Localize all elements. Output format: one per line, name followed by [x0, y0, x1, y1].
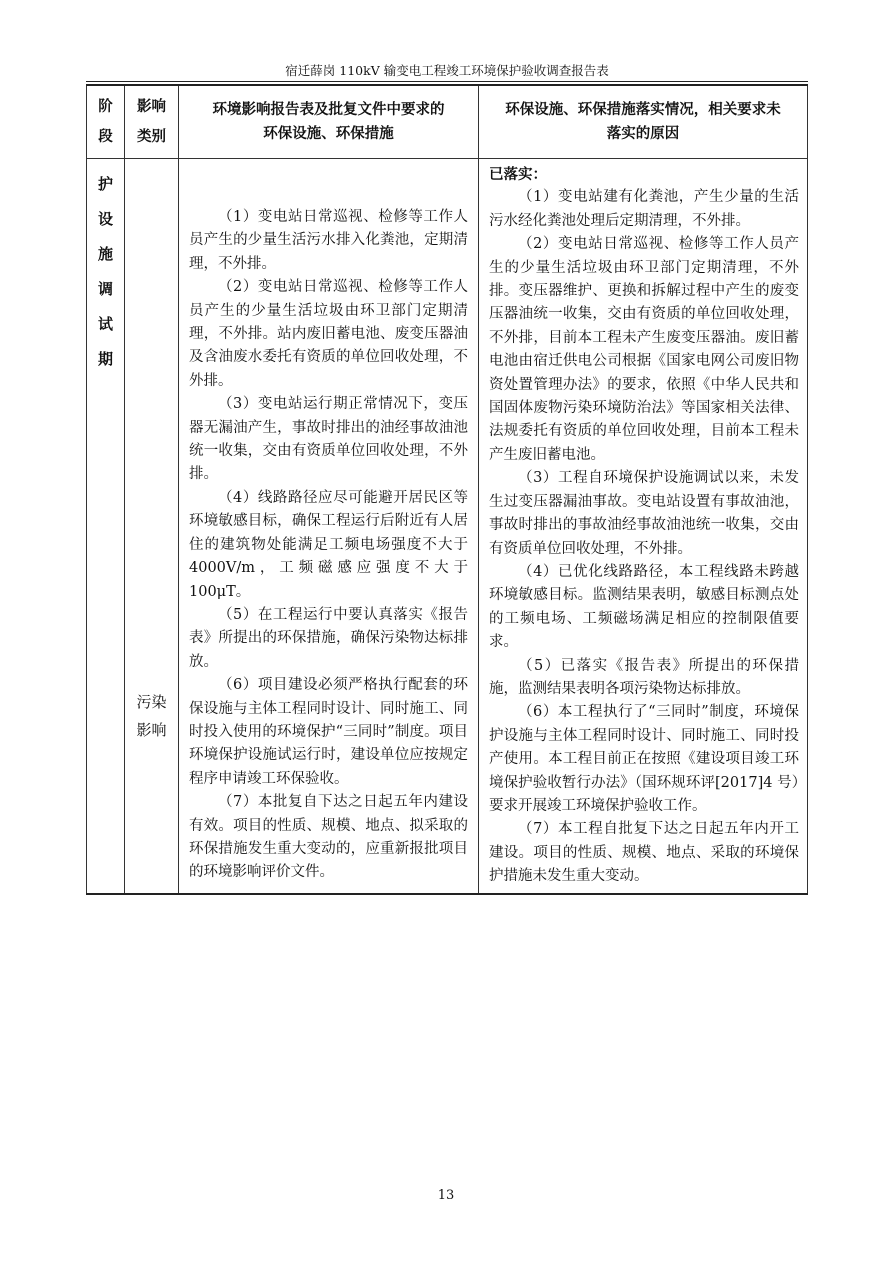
column-header-implementation-line: 环保设施、环保措施落实情况，相关要求未: [505, 101, 781, 118]
implementation-item: （5）已落实《报告表》所提出的环保措施，监测结果表明各项污染物达标排放。: [489, 657, 799, 697]
column-header-stage-line: 段: [98, 128, 113, 145]
document-header-title: 宿迁薛岗 110kV 输变电工程竣工环境保护验收调查报告表: [285, 63, 609, 78]
requirement-item: （3）变电站运行期正常情况下，变压器无漏油产生，事故时排出的油经事故油池统一收集，交由有资质单位回收处理，不外排。: [189, 396, 468, 483]
table-header-row: [87, 85, 808, 159]
implementation-item: （6）本工程执行了“三同时”制度，环境保护设施与主体工程同时设计、同时施工、同时投产使用。本工程目前正在按照《建设项目竣工环境保护验收暂行办法》（国环规环评[2017]4 号）要求开展竣工环境保护验收工作。: [489, 704, 799, 814]
impact-type-line: 影响: [136, 720, 167, 739]
stage-char: 施: [97, 245, 113, 263]
implementation-item: （2）变电站日常巡视、检修等工作人员产生的少量生活垃圾由环卫部门定期清理，不外排。变压器维护、更换和拆解过程中产生的废变压器油统一收集，交由有资质的单位回收处理，不外排，目前本工程未产生废变压器油。废旧蓄电池由宿迁供电公司根据《国家电网公司废旧物资处置管理办法》的要求，依照《中华人民共和国固体废物污染环境防治法》等国家相关法律、法规委托有资质的单位回收处理，目前本工程未产生废旧蓄电池。: [489, 236, 799, 463]
column-header-stage: [87, 85, 125, 159]
table-row: [87, 159, 808, 894]
stage-char: 设: [97, 210, 113, 228]
stage-char: 试: [97, 315, 113, 333]
header-rule: [86, 81, 808, 82]
column-header-implementation: [479, 85, 808, 159]
implemented-label: 已落实：: [489, 166, 547, 183]
requirement-item: （1）变电站日常巡视、检修等工作人员产生的少量生活污水排入化粪池，定期清理，不外排。: [189, 209, 468, 272]
requirement-item: （7）本批复自下达之日起五年内建设有效。项目的性质、规模、地点、拟采取的环保措施发生重大变动的，应重新报批项目的环境影响评价文件。: [189, 794, 468, 881]
requirement-item: （4）线路路径应尽可能避开居民区等环境敏感目标，确保工程运行后附近有人居住的建筑物处能满足工频电场强度不大于4000V/m，工频磁感应强度不大于100μT。: [189, 489, 468, 600]
implementation-item: （7）本工程自批复下达之日起五年内开工建设。项目的性质、规模、地点、采取的环境保护措施未发生重大变动。: [489, 821, 799, 885]
implementation-item: （4）已优化线路路径，本工程线路未跨越环境敏感目标。监测结果表明，敏感目标测点处的工频电场、工频磁场满足相应的控制限值要求。: [489, 563, 799, 651]
column-header-impact-type-line: 影响: [137, 98, 166, 115]
column-header-requirements-line: 环保设施、环保措施: [263, 125, 394, 142]
stage-char: 期: [97, 350, 113, 368]
environmental-measures-table: [86, 84, 808, 895]
stage-cell: [87, 159, 125, 894]
column-header-impact-type-line: 类别: [137, 128, 166, 145]
requirement-item: （5）在工程运行中要认真落实《报告表》所提出的环保措施，确保污染物达标排放。: [189, 606, 468, 670]
column-header-implementation-line: 落实的原因: [606, 125, 680, 142]
column-header-requirements: [179, 85, 479, 159]
stage-char: 护: [97, 175, 113, 193]
implementation-item: （1）变电站建有化粪池，产生少量的生活污水经化粪池处理后定期清理，不外排。: [489, 189, 799, 229]
column-header-impact-type: [125, 85, 179, 159]
page-number: 13: [437, 1188, 455, 1203]
requirement-item: （6）项目建设必须严格执行配套的环保设施与主体工程同时设计、同时施工、同时投入使用的环境保护“三同时”制度。项目环境保护设施试运行时，建设单位应按规定程序申请竣工环保验收。: [189, 677, 468, 787]
implementation-item: （3）工程自环境保护设施调试以来，未发生过变压器漏油事故。变电站设置有事故油池，事故时排出的事故油经事故油池统一收集，交由有资质单位回收处理，不外排。: [489, 470, 799, 557]
requirements-cell: [179, 159, 479, 894]
impact-type-line: 污染: [136, 692, 167, 711]
stage-char: 调: [97, 280, 113, 298]
column-header-requirements-line: 环境影响报告表及批复文件中要求的: [212, 101, 445, 118]
implementation-cell: [479, 159, 808, 894]
impact-type-cell: [125, 159, 179, 894]
column-header-stage-line: 阶: [98, 98, 113, 115]
requirement-item: （2）变电站日常巡视、检修等工作人员产生的少量生活垃圾由环卫部门定期清理，不外排。站内废旧蓄电池、废变压器油及含油废水委托有资质的单位回收处理，不外排。: [189, 279, 468, 389]
